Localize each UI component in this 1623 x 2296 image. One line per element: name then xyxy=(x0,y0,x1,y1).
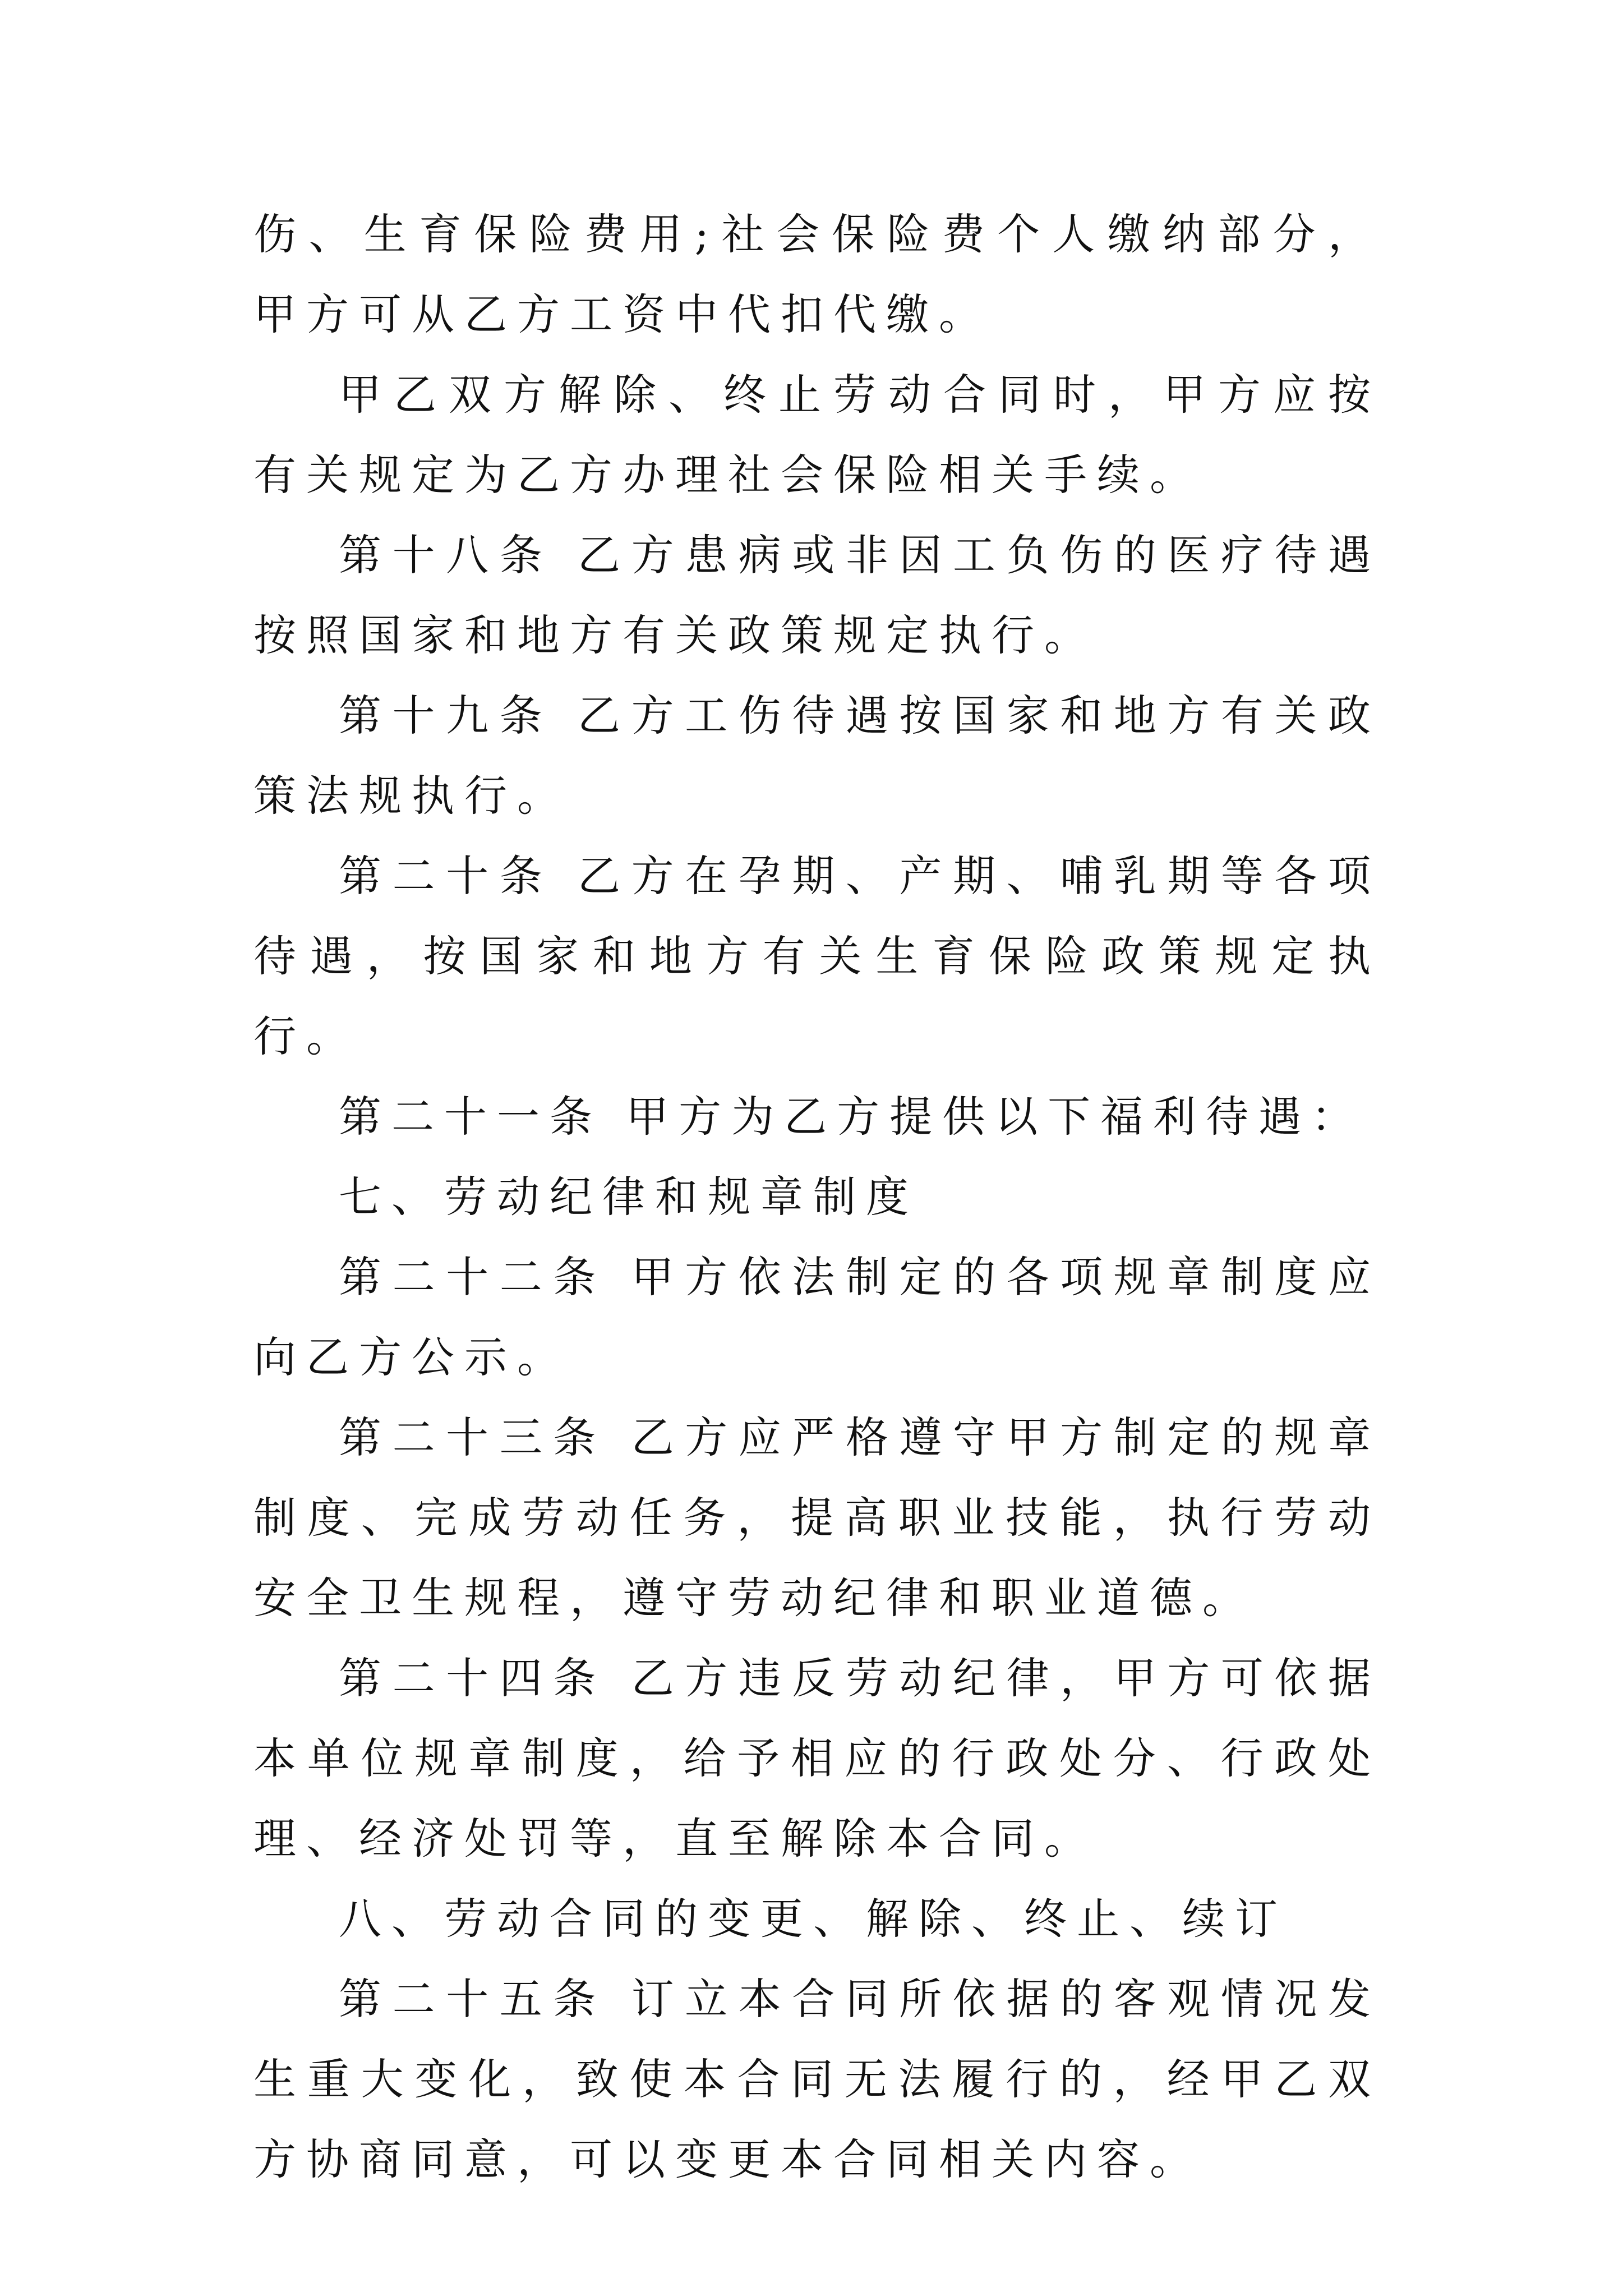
article-22: 第二十二条 甲方依法制定的各项规章制度应向乙方公示。 xyxy=(253,1252,1381,1382)
document-body xyxy=(253,194,1381,2200)
section-heading-8: 八、劳动合同的变更、解除、终止、续订 xyxy=(339,1894,1288,1944)
article-18: 第十八条 乙方患病或非因工负伤的医疗待遇按照国家和地方有关政策规定执行。 xyxy=(253,530,1381,660)
article-21: 第二十一条 甲方为乙方提供以下福利待遇： xyxy=(339,1092,1364,1142)
article-20: 第二十条 乙方在孕期、产期、哺乳期等各项待遇，按国家和地方有关生育保险政策规定执行。 xyxy=(253,851,1381,1061)
article-24: 第二十四条 乙方违反劳动纪律，甲方可依据本单位规章制度，给予相应的行政处分、行政处理、经济处罚等，直至解除本合同。 xyxy=(253,1653,1381,1864)
article-19: 第十九条 乙方工伤待遇按国家和地方有关政策法规执行。 xyxy=(253,691,1381,821)
paragraph-termination-insurance-procedures: 甲乙双方解除、终止劳动合同时，甲方应按有关规定为乙方办理社会保险相关手续。 xyxy=(253,370,1381,500)
article-23: 第二十三条 乙方应严格遵守甲方制定的规章制度、完成劳动任务，提高职业技能，执行劳动安全卫生规程，遵守劳动纪律和职业道德。 xyxy=(253,1412,1381,1623)
section-heading-7: 七、劳动纪律和规章制度 xyxy=(339,1172,919,1222)
paragraph-continued-social-insurance: 伤、生育保险费用;社会保险费个人缴纳部分，甲方可从乙方工资中代扣代缴。 xyxy=(253,209,1381,339)
article-25: 第二十五条 订立本合同所依据的客观情况发生重大变化，致使本合同无法履行的，经甲乙双方协商同意，可以变更本合同相关内容。 xyxy=(253,1974,1381,2184)
